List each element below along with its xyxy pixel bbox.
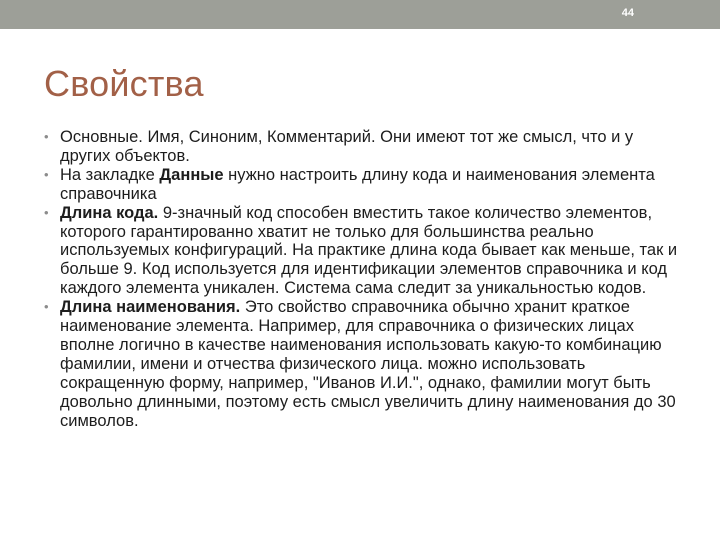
bullet-text: Основные. Имя, Синоним, Комментарий. Они имеют тот же смысл, что и у других объектов. [60, 128, 634, 165]
bullet-icon: • [44, 166, 49, 182]
bullet-text-after: нужно настроить длину кода и наименования элемента справочника [60, 165, 655, 203]
bullet-text: 9-значный код способен вместить такое количество элементов, которого гарантированно хватит не только для большинства реально используемых конфигураций. На практике длина кода бывает как меньше, так и больше 9. Код используется для идентификации элементов справочника и код каждого элемента уникален. Система сама следит за уникальностью кодов. [60, 203, 678, 298]
bullet-item-data-tab [44, 166, 684, 204]
slide-number: 44 [621, 7, 634, 19]
bullet-text: Это свойство справочника обычно хранит краткое наименование элемента. Например, для справочника о физических лицах вполне логично в качестве наименования использовать какую-то комбинацию фамилии, имени и отчества физического лица. можно использовать сокращенную форму, например, "Иванов И.И.", однако, фамилии могут быть довольно длинными, поэтому есть смысл увеличить длину наименования до 30 символов. [60, 298, 676, 430]
bullet-lead: Длина кода. [60, 203, 159, 222]
bullet-icon: • [44, 204, 49, 220]
bullet-item-code-length [44, 204, 684, 299]
bullet-item-basic [44, 128, 684, 166]
bullet-item-name-length [44, 298, 684, 430]
bullet-list [44, 128, 684, 431]
bullet-text-before: На закладке [60, 165, 160, 184]
bullet-lead: Длина наименования. [60, 298, 241, 317]
bullet-bold-word: Данные [159, 165, 224, 184]
page-title: Свойства [44, 63, 204, 104]
bullet-icon: • [44, 129, 49, 144]
bullet-icon: • [44, 299, 49, 315]
top-bar [0, 0, 720, 29]
